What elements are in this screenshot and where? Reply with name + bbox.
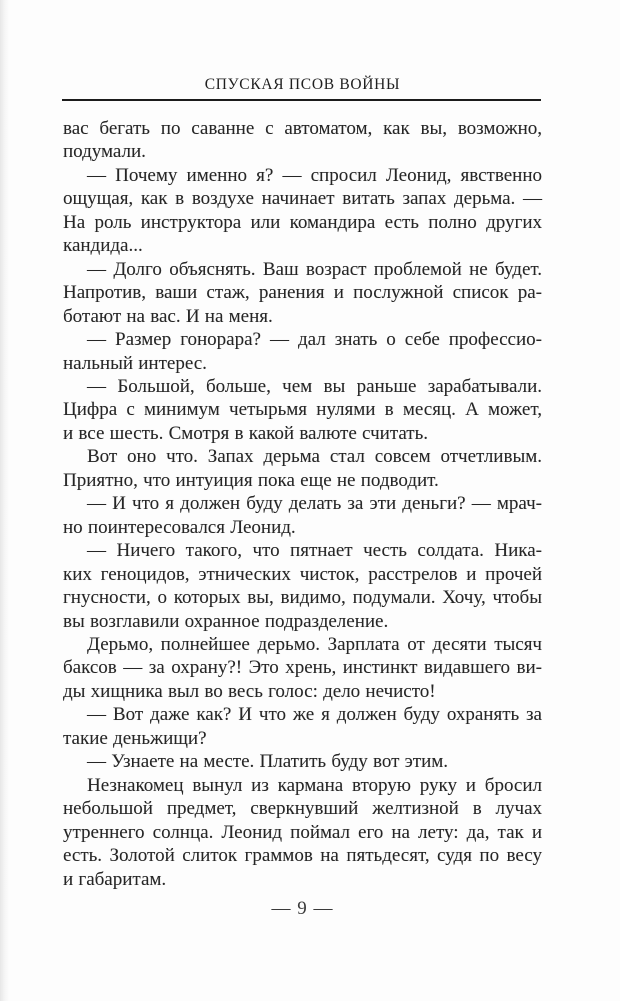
text-line: — И что я должен буду делать за эти деньги? — мрач- [87,493,542,515]
text-line: — Вот даже как? И что же я должен буду охранять за [87,704,542,726]
paragraph [63,117,542,164]
text-line: и габаритам. [63,868,167,890]
text-line: нальный интерес. [63,352,207,374]
text-line: вас бегать по саванне с автоматом, как вы, возможно, [63,118,542,139]
text-line: есть. Золотой слиток граммов на пятьдесят, судя по весу [63,845,542,867]
paragraph [63,164,542,258]
text-line: Напротив, ваши стаж, ранения и послужной список ра- [63,282,542,304]
text-line: гнусности, о которых вы, видимо, подумали. Хочу, чтобы [63,587,542,609]
paragraph [63,258,542,328]
text-line: и все шесть. Смотря в какой валюте считать. [63,422,429,444]
text-line: вы возглавили охранное подразделение. [63,610,389,632]
text-line: баксов — за охрану?! Это хрень, инстинкт видавшего ви- [63,657,542,679]
paragraph [63,492,542,539]
text-line: — Долго объяснять. Ваш возраст проблемой не будет. [87,258,542,280]
text-line: Приятно, что интуиция пока еще не подводит. [63,469,439,491]
text-line: но поинтересовался Леонид. [63,516,296,538]
scan-edge-shadow [0,0,9,1001]
text-line: Незнакомец вынул из кармана вторую руку и бросил [87,774,542,796]
text-line: утреннего солнца. Леонид поймал его на лету: да, так и [63,821,542,843]
header-rule [62,99,541,101]
text-line: ощущая, как в воздухе начинает витать запах дерьма. — [63,188,542,210]
paragraph [63,375,542,445]
text-line: Цифра с минимум четырьмя нулями в месяц. А может, [63,399,542,421]
text-line: — Узнаете на месте. Платить буду вот этим. [87,751,449,773]
paragraph [63,445,542,492]
running-title: СПУСКАЯ ПСОВ ВОЙНЫ [204,76,401,93]
text-line: — Почему именно я? — спросил Леонид, явственно [87,164,542,186]
text-line: На роль инструктора или командира есть полно других [63,211,542,233]
paragraph [63,328,542,375]
paragraph [63,703,542,750]
text-line: — Ничего такого, что пятнает честь солдата. Ника- [87,540,542,562]
page-footer [63,898,542,920]
paragraph [63,539,542,633]
paragraph [63,774,542,891]
text-line: — Большой, больше, чем вы раньше зарабатывали. [87,375,542,397]
paragraph [63,633,542,703]
body-text [63,117,542,891]
text-line: небольшой предмет, сверкнувший желтизной в лучах [63,798,542,820]
page-number: — 9 — [271,898,334,919]
text-line: Дерьмо, полнейшее дерьмо. Зарплата от десяти тысяч [87,633,542,655]
paragraph [63,750,542,773]
text-line: такие деньжищи? [63,727,207,749]
text-line: ких геноцидов, этнических чисток, расстрелов и прочей [63,563,542,585]
text-line: ды хищника выл во весь голос: дело нечисто! [63,680,436,702]
text-line: — Размер гонорара? — дал знать о себе профессио- [87,329,542,351]
text-line: кандида... [63,235,143,257]
text-line: подумали. [63,141,146,163]
text-line: Вот оно что. Запах дерьма стал совсем отчетливым. [87,446,542,468]
text-line: ботают на вас. И на меня. [63,305,273,327]
